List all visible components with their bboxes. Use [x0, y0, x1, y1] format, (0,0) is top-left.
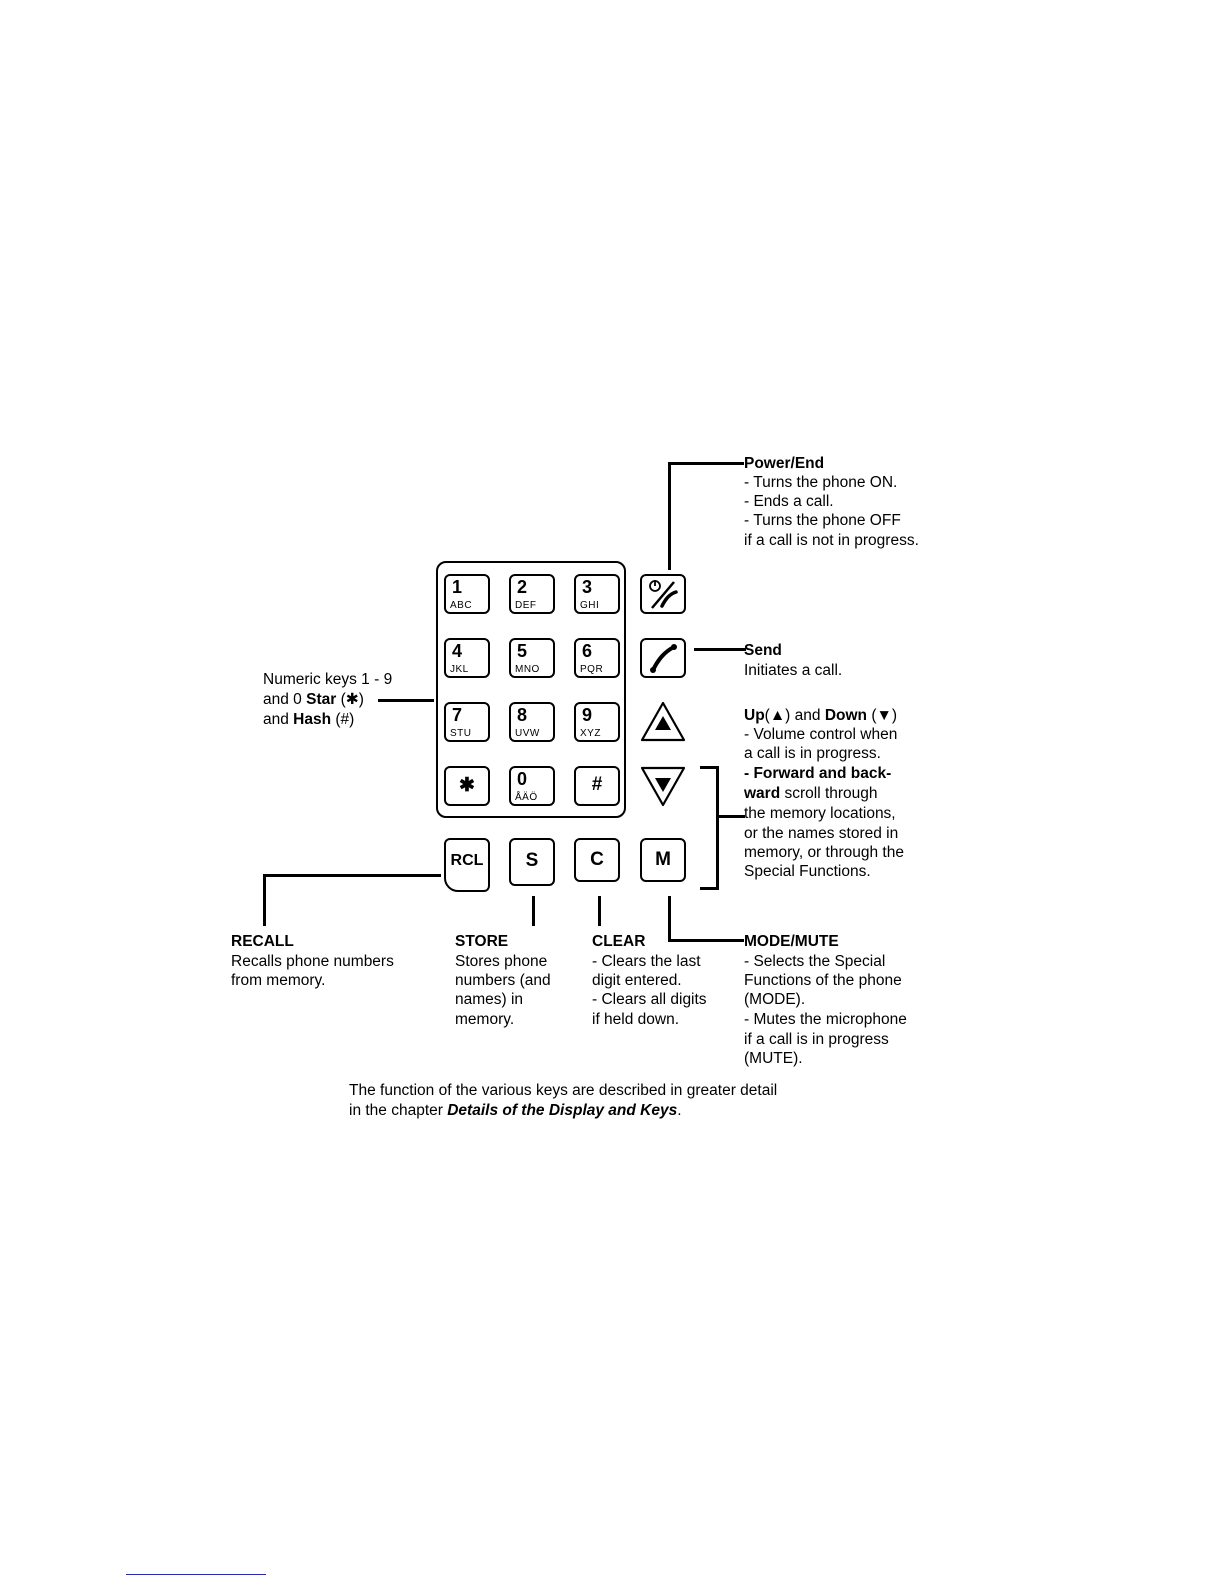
- clear-line-1: - Clears the last: [592, 953, 701, 970]
- hash-word: Hash: [293, 711, 332, 728]
- clear-key[interactable]: [574, 838, 620, 882]
- key-letters: GHI: [580, 600, 600, 611]
- clear-line-4: if held down.: [592, 1011, 680, 1028]
- recall-connector-vertical: [263, 874, 266, 926]
- updown-more-3: memory, or through the: [744, 844, 904, 861]
- power-end-line-2: - Ends a call.: [744, 493, 834, 510]
- recall-line-1: Recalls phone numbers: [231, 953, 394, 970]
- send-line-1: Initiates a call.: [744, 662, 843, 679]
- key-letters: STU: [450, 728, 472, 739]
- key-letters: MNO: [515, 664, 540, 675]
- footer-line-1: The function of the various keys are described in greater detail: [349, 1082, 778, 1099]
- hash-label: #: [591, 774, 603, 795]
- mode-line-3: (MODE).: [744, 991, 806, 1008]
- star-label: ✱: [459, 775, 475, 796]
- mode-line-6: (MUTE).: [744, 1050, 803, 1067]
- up-key[interactable]: [640, 702, 686, 742]
- store-line-4: memory.: [455, 1011, 515, 1028]
- hash-symbol: (#): [331, 711, 355, 728]
- numeric-connector: [378, 699, 434, 702]
- store-connector: [532, 896, 535, 926]
- updown-more-2: or the names stored in: [744, 825, 899, 842]
- power-connector-horizontal: [668, 462, 744, 465]
- and0-text: and 0: [263, 691, 307, 708]
- power-end-key[interactable]: [640, 574, 686, 614]
- key-digit: 1: [452, 577, 463, 597]
- recall-connector-horizontal: [263, 874, 441, 877]
- mode-key-label: M: [655, 849, 671, 870]
- down-key[interactable]: [640, 766, 686, 806]
- key-3[interactable]: [574, 574, 620, 614]
- key-letters: XYZ: [580, 728, 601, 739]
- updown-title: [744, 706, 897, 726]
- bracket-vertical: [716, 766, 719, 890]
- power-connector-vertical: [668, 462, 671, 570]
- store-key-label: S: [525, 850, 539, 871]
- footer-pre: in the chapter: [349, 1102, 448, 1119]
- mode-line-2: Functions of the phone: [744, 972, 902, 989]
- updown-forward: - Forward and back-: [744, 765, 892, 782]
- key-2[interactable]: [509, 574, 555, 614]
- updown-line-1: - Volume control when: [744, 726, 898, 743]
- up-triangle-icon: [639, 700, 687, 744]
- key-letters: DEF: [515, 600, 537, 611]
- rcl-key[interactable]: [444, 838, 490, 892]
- store-title: STORE: [455, 933, 509, 950]
- key-digit: 5: [517, 641, 528, 661]
- mode-key[interactable]: [640, 838, 686, 882]
- key-letters: PQR: [580, 664, 604, 675]
- updown-line-2: a call is in progress.: [744, 745, 881, 762]
- key-8[interactable]: [509, 702, 555, 742]
- store-line-1: Stores phone: [455, 953, 548, 970]
- key-digit: 3: [582, 577, 593, 597]
- key-letters: UVW: [515, 728, 540, 739]
- key-5[interactable]: [509, 638, 555, 678]
- clear-line-3: - Clears all digits: [592, 991, 707, 1008]
- key-digit: 2: [517, 577, 528, 597]
- down-word: Down: [824, 707, 868, 724]
- mode-line-5: if a call is in progress: [744, 1031, 889, 1048]
- down-symbol: (▼): [871, 707, 897, 724]
- key-digit: 9: [582, 705, 593, 725]
- clear-connector: [598, 896, 601, 926]
- recall-title: RECALL: [231, 933, 294, 950]
- handset-icon: [642, 640, 684, 676]
- bracket-stub: [719, 815, 745, 818]
- key-digit: 8: [517, 705, 528, 725]
- clear-title: CLEAR: [592, 933, 646, 950]
- recall-line-2: from memory.: [231, 972, 326, 989]
- rcl-label: RCL: [450, 852, 484, 869]
- andhash-text: and: [263, 711, 294, 728]
- power-end-icon: [642, 576, 684, 612]
- power-end-title: Power/End: [744, 455, 825, 472]
- numeric-line-3: [263, 710, 354, 730]
- ward-rest: scroll through: [780, 785, 878, 802]
- up-word: Up: [744, 707, 765, 724]
- key-digit: 6: [582, 641, 593, 661]
- ward-word: ward: [744, 785, 781, 802]
- key-letters: ABC: [450, 600, 473, 611]
- mode-connector-horizontal: [668, 939, 744, 942]
- key-digit: 7: [452, 705, 463, 725]
- footer-line-2: [349, 1101, 682, 1121]
- power-end-line-3: - Turns the phone OFF: [744, 512, 901, 529]
- key-6[interactable]: [574, 638, 620, 678]
- down-triangle-icon: [639, 764, 687, 808]
- clear-line-2: digit entered.: [592, 972, 682, 989]
- mode-connector-vertical: [668, 896, 671, 942]
- power-end-line-1: - Turns the phone ON.: [744, 474, 898, 491]
- and-word: and: [790, 707, 825, 724]
- mode-title: MODE/MUTE: [744, 933, 839, 950]
- footer-post: .: [677, 1102, 682, 1119]
- key-digit: 0: [517, 769, 528, 789]
- key-1[interactable]: [444, 574, 490, 614]
- power-end-line-4: if a call is not in progress.: [744, 532, 919, 549]
- key-9[interactable]: [574, 702, 620, 742]
- store-line-3: names) in: [455, 991, 524, 1008]
- mode-line-4: - Mutes the microphone: [744, 1011, 907, 1028]
- key-4[interactable]: [444, 638, 490, 678]
- key-hash[interactable]: [574, 766, 620, 806]
- store-key[interactable]: [509, 838, 555, 886]
- numeric-line-1: Numeric keys 1 - 9: [263, 671, 393, 688]
- key-star[interactable]: [444, 766, 490, 806]
- numeric-line-2: [263, 690, 364, 710]
- bracket-bottom: [700, 887, 719, 890]
- send-key[interactable]: [640, 638, 686, 678]
- star-word: Star: [306, 691, 337, 708]
- key-letters: JKL: [450, 664, 469, 675]
- key-7[interactable]: [444, 702, 490, 742]
- updown-more-1: the memory locations,: [744, 805, 896, 822]
- clear-key-label: C: [590, 849, 604, 870]
- send-title: Send: [744, 642, 782, 659]
- key-0[interactable]: [509, 766, 555, 806]
- send-connector: [694, 648, 746, 651]
- key-digit: 4: [452, 641, 463, 661]
- store-line-2: numbers (and: [455, 972, 551, 989]
- footer-chapter: Details of the Display and Keys: [447, 1102, 678, 1119]
- mode-line-1: - Selects the Special: [744, 953, 886, 970]
- footnote-separator: [126, 1574, 266, 1575]
- key-letters: ÅÄÖ: [515, 792, 538, 803]
- star-symbol: (✱): [336, 691, 364, 708]
- up-symbol: (▲): [764, 707, 791, 724]
- updown-more-4: Special Functions.: [744, 863, 871, 880]
- updown-ward-line: [744, 784, 878, 804]
